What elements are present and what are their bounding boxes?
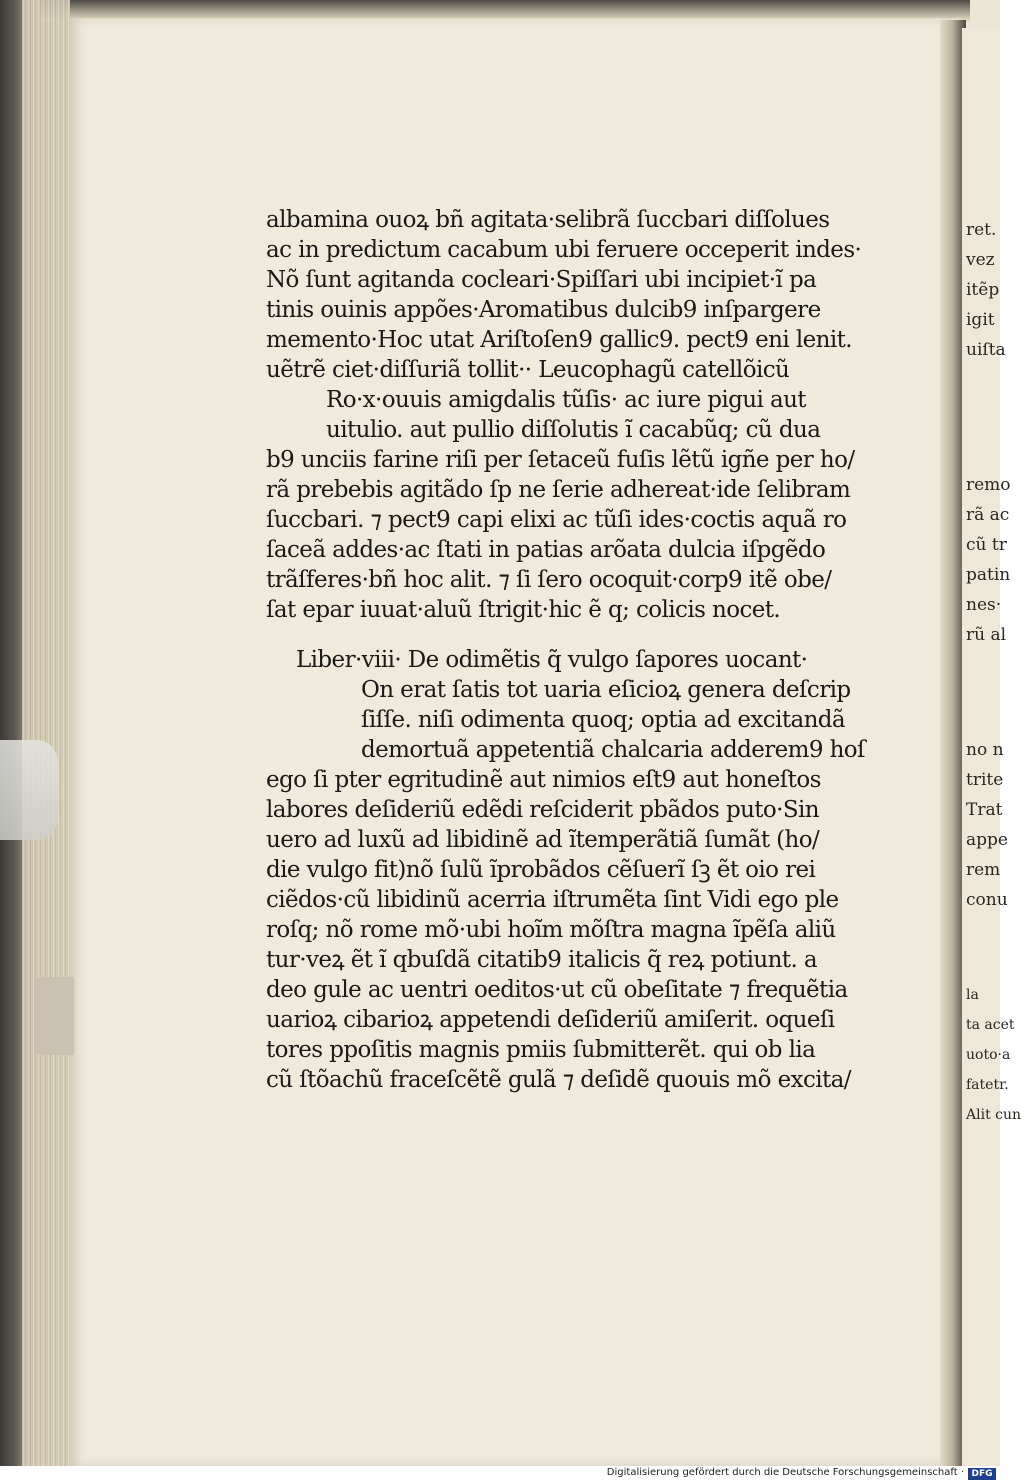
- marginal-note: vez: [966, 250, 995, 270]
- marginal-note: rem: [966, 860, 1001, 880]
- text-line: labores deſideriũ edẽdi reſciderit pbãdos puto·Sin: [266, 797, 820, 823]
- text-line: tores ppoſitis magnis pmiis ſubmitterẽt. qui ob lia: [266, 1037, 816, 1063]
- marginal-note: remo: [966, 475, 1011, 495]
- marginal-note: ta acet: [966, 1017, 1015, 1033]
- text-line: tinis ouinis appões·Aromatibus dulcib9 inſpargere: [266, 297, 821, 323]
- text-line: ac in predictum cacabum ubi feruere occeperit indes·: [266, 237, 862, 263]
- marginal-note: rã ac: [966, 505, 1010, 525]
- text-line: ſuccbari. ⁊ pect9 capi elixi ac tũſi ides·coctis aquã ro: [266, 507, 847, 533]
- marginal-note: itẽp: [966, 280, 1000, 300]
- marginalia-group: [966, 215, 1006, 365]
- text-line: ego ſi pter egritudinẽ aut nimios eſt9 aut honeſtos: [266, 767, 821, 793]
- marginal-note: igit: [966, 310, 995, 330]
- marginal-note: ret.: [966, 220, 997, 240]
- marginal-note: conu: [966, 890, 1008, 910]
- marginal-note: Trat: [966, 800, 1003, 820]
- text-line: die vulgo fit)nõ ſulũ ĩprobãdos cẽſuerĩ ſꝫ ẽt oio rei: [266, 857, 816, 883]
- marginal-note: fatetr.: [966, 1077, 1009, 1093]
- text-line: uarioꝝ cibarioꝝ appetendi deſideriũ amiſerit. oqueſi: [266, 1007, 835, 1033]
- text-line: rã prebebis agitãdo ſp ne ſerie adhereat·ide ſelibram: [266, 477, 851, 503]
- paper-tab: [34, 977, 74, 1055]
- text-line: Nõ ſunt agitanda cocleari·Spiſſari ubi incipiet·ĩ pa: [266, 267, 817, 293]
- page-clip: [0, 740, 58, 840]
- text-line: memento·Hoc utat Ariſtoſen9 gallic9. pect9 eni lenit.: [266, 327, 852, 353]
- text-line: demortuã appetentiã chalcaria adderem9 hoſ: [361, 737, 865, 763]
- chapter-heading: Liber·viii· De odimẽtis q̃ vulgo ſapores uocant·: [296, 647, 808, 673]
- text-line: ciẽdos·cũ libidinũ acerria iſtrumẽta ſint Vidi ego ple: [266, 887, 839, 913]
- marginal-note: cũ tr: [966, 535, 1007, 555]
- marginal-note: appe: [966, 830, 1008, 850]
- marginal-note: Alit cun: [966, 1107, 1021, 1123]
- text-line: On erat ſatis tot uaria eſicioꝝ genera deſcrip: [361, 677, 851, 703]
- dfg-logo: DFG: [968, 1468, 996, 1480]
- text-line: b9 unciis farine riſi per ſetaceũ fuſis lẽtũ igñe per ho/: [266, 447, 855, 473]
- text-line: uero ad luxũ ad libidinẽ ad ĩtemperãtiã ſumãt (ho/: [266, 827, 820, 853]
- marginal-note: nes·: [966, 595, 1002, 615]
- marginal-note: patin: [966, 565, 1011, 585]
- text-line: uẽtrẽ ciet·diſſuriã tollit·· Leucophagũ catellõicũ: [266, 357, 790, 383]
- text-line: trãſferes·bñ hoc alit. ⁊ ſi ſero ocoquit·corp9 itẽ obe/: [266, 567, 832, 593]
- text-line: cũ ſtõachũ fraceſcẽtẽ gulã ⁊ deſidẽ quouis mõ excita/: [266, 1067, 851, 1093]
- text-line: ſaceã addes·ac ſtati in patias arõata dulcia iſpgẽdo: [266, 537, 826, 563]
- marginal-note: rũ al: [966, 625, 1007, 645]
- text-line: uitulio. aut pullio diſſolutis ĩ cacabũq; cũ dua: [326, 417, 821, 443]
- text-line: albamina ouoꝝ bñ agitata·selibrã ſuccbari diſſolues: [266, 207, 830, 233]
- text-line: deo gule ac uentri oeditos·ut cũ obeſitate ⁊ frequẽtia: [266, 977, 848, 1003]
- marginal-note: la: [966, 987, 979, 1003]
- text-line: Ro·x·ouuis amigdalis tũſis· ac iure pigui aut: [326, 387, 806, 413]
- main-text: [266, 205, 896, 1095]
- marginalia-group: [966, 980, 1021, 1130]
- text-line: ſat epar iuuat·aluũ ſtrigit·hic ẽ q; colicis nocet.: [266, 597, 781, 623]
- marginal-note: no n: [966, 740, 1004, 760]
- page-edges: [22, 0, 70, 1466]
- marginal-note: uoto·a: [966, 1047, 1011, 1063]
- text-line: roſq; nõ rome mõ·ubi hoĩm mõſtra magna ĩpẽſa aliũ: [266, 917, 836, 943]
- digitization-credit: Digitalisierung gefördert durch die Deutsche Forschungsgemeinschaft ·: [606, 1467, 964, 1478]
- marginalia-group: [966, 470, 1011, 650]
- marginalia-group: [966, 735, 1008, 915]
- text-line: ſiſſe. niſi odimenta quoq; optia ad excitandã: [361, 707, 846, 733]
- text-line: tur·veꝝ ẽt ĩ qbuſdã citatib9 italicis q̃ reꝝ potiunt. a: [266, 947, 817, 973]
- marginal-note: trite: [966, 770, 1004, 790]
- marginal-note: uiſta: [966, 340, 1006, 360]
